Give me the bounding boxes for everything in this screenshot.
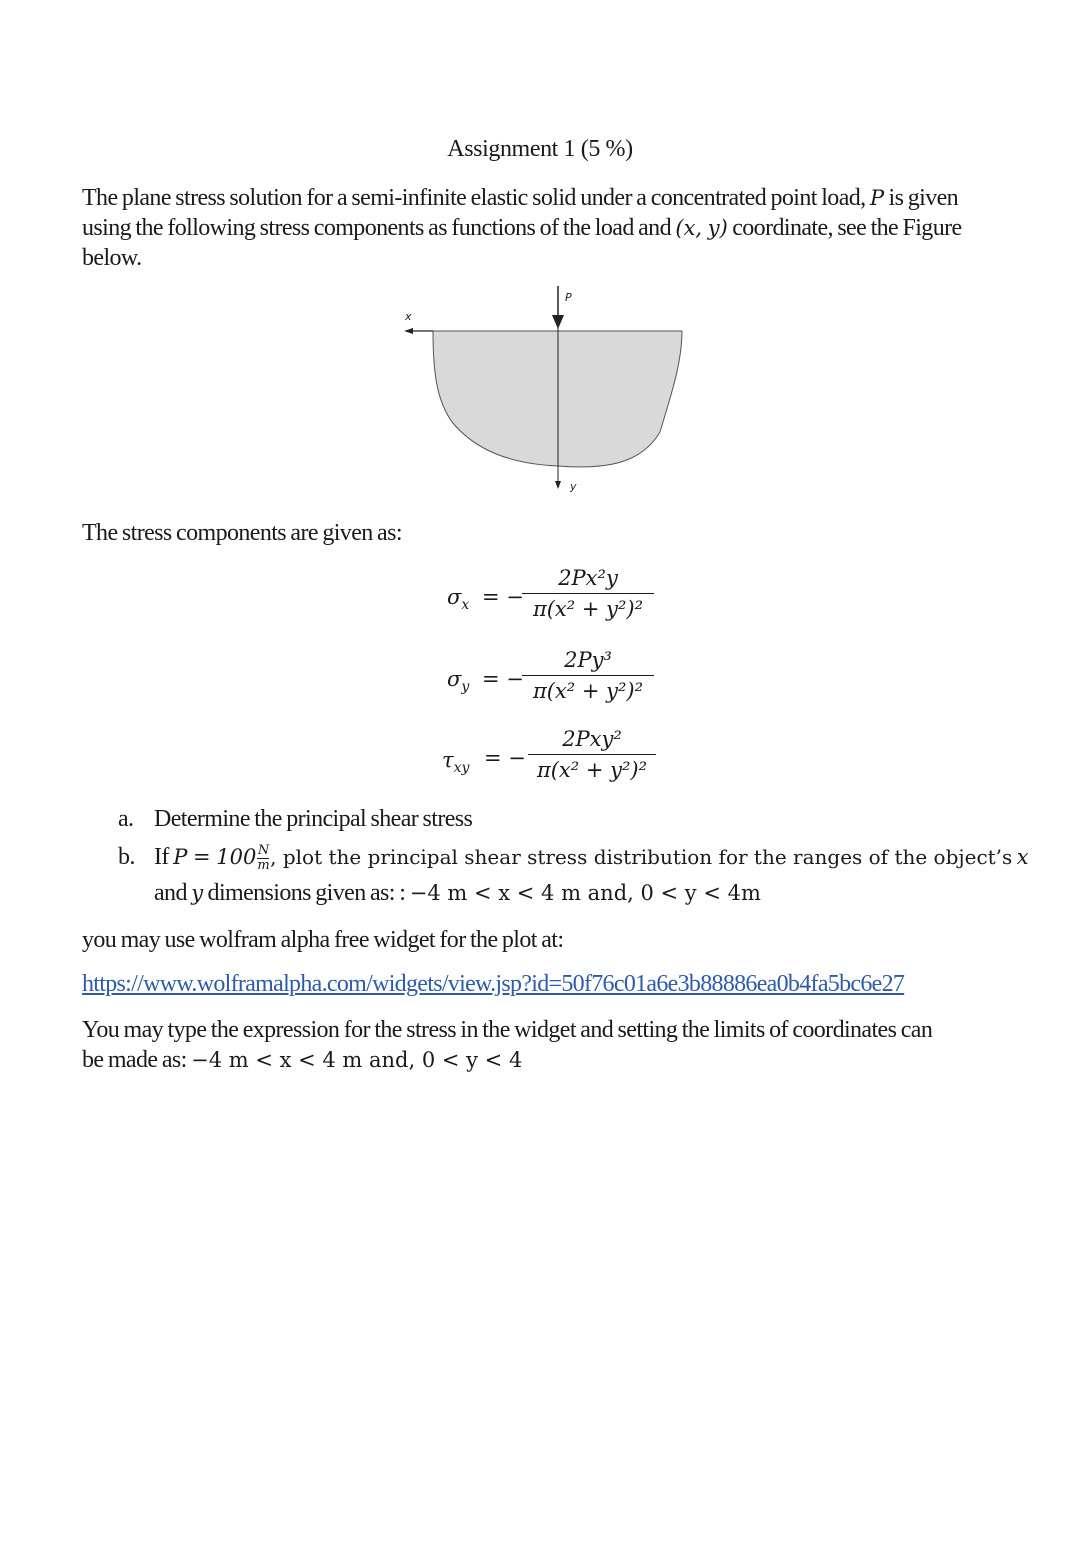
- components-label: The stress components are given as:: [82, 520, 402, 546]
- task-b-dimensions: dimensions given as: :: [207, 880, 406, 906]
- task-b-y-symbol: y: [191, 881, 204, 905]
- sigma-y-denominator: π(x² + y²)²: [532, 679, 644, 703]
- y-axis-label: y: [570, 480, 577, 493]
- task-b-line-2: [154, 878, 1024, 908]
- intro-text-2: is given: [888, 185, 959, 211]
- x-axis-arrow-icon: [404, 328, 413, 334]
- load-label: P: [565, 291, 572, 304]
- sigma-x-lhs: $\sigma_x$: [447, 585, 470, 613]
- closing-line-1: You may type the expression for the stress in the widget and setting the limits of coordinates can: [82, 1017, 933, 1043]
- tau-xy-fraction: [528, 724, 656, 785]
- sigma-x-equals: = −: [482, 585, 524, 609]
- closing-range: −4 m < x < 4 m and, 0 < y < 4: [191, 1048, 523, 1072]
- tau-xy-denominator: π(x² + y²)²: [536, 758, 648, 782]
- tau-xy-equals: = −: [484, 746, 526, 770]
- x-axis-label: x: [405, 310, 412, 323]
- task-a-marker: a.: [118, 806, 134, 832]
- task-b-unit-fraction: $\frac{N}{m}$: [257, 842, 270, 873]
- tau-xy-numerator: 2Pxy²: [562, 727, 622, 751]
- load-arrow-icon: [552, 315, 564, 329]
- task-b-x-symbol: x: [1016, 845, 1029, 869]
- sigma-x-fraction: [522, 563, 654, 624]
- widget-note: you may use wolfram alpha free widget for the plot at:: [82, 927, 564, 953]
- intro-text-4: coordinate, see the Figure: [732, 215, 962, 241]
- semi-infinite-solid-figure: [380, 282, 700, 498]
- intro-load-symbol: P: [869, 186, 885, 210]
- intro-text-5: below.: [82, 245, 142, 271]
- intro-paragraph: [82, 183, 1022, 273]
- sigma-x-numerator: 2Px²y: [558, 566, 618, 590]
- closing-paragraph: [82, 1015, 1022, 1075]
- wolfram-widget-link[interactable]: https://www.wolframalpha.com/widgets/view.jsp?id=50f76c01a6e3b88886ea0b4fa5bc6e27: [82, 971, 905, 997]
- wolfram-link-line: [82, 969, 1022, 999]
- task-a-text: Determine the principal shear stress: [154, 806, 473, 832]
- tau-xy-lhs: $\tau_{xy}$: [442, 748, 470, 776]
- intro-coordinate: (x, y): [675, 216, 728, 240]
- sigma-x-denominator: π(x² + y²)²: [532, 597, 644, 621]
- intro-text-1: The plane stress solution for a semi-infinite elastic solid under a concentrated point load,: [82, 185, 866, 211]
- intro-text-3: using the following stress components as functions of the load and: [82, 215, 671, 241]
- sigma-y-lhs: $\sigma_y$: [447, 667, 470, 695]
- task-b-load-expression: P = 100: [173, 845, 257, 869]
- sigma-y-numerator: 2Py³: [564, 648, 612, 672]
- task-b-and: and: [154, 880, 187, 906]
- y-axis-arrow-icon: [555, 481, 561, 489]
- sigma-y-equals: = −: [482, 667, 524, 691]
- assignment-title: Assignment 1 (5 %): [447, 136, 633, 162]
- task-b-if: If: [154, 844, 169, 870]
- task-b-range: −4 m < x < 4 m and, 0 < y < 4m: [409, 881, 761, 905]
- task-b-line-1: [154, 842, 1029, 873]
- closing-line-2: be made as:: [82, 1047, 187, 1073]
- task-b-marker: b.: [118, 844, 135, 870]
- task-b-rest: , plot the principal shear stress distribution for the ranges of the object’s: [270, 845, 1013, 869]
- sigma-y-fraction: [522, 645, 654, 706]
